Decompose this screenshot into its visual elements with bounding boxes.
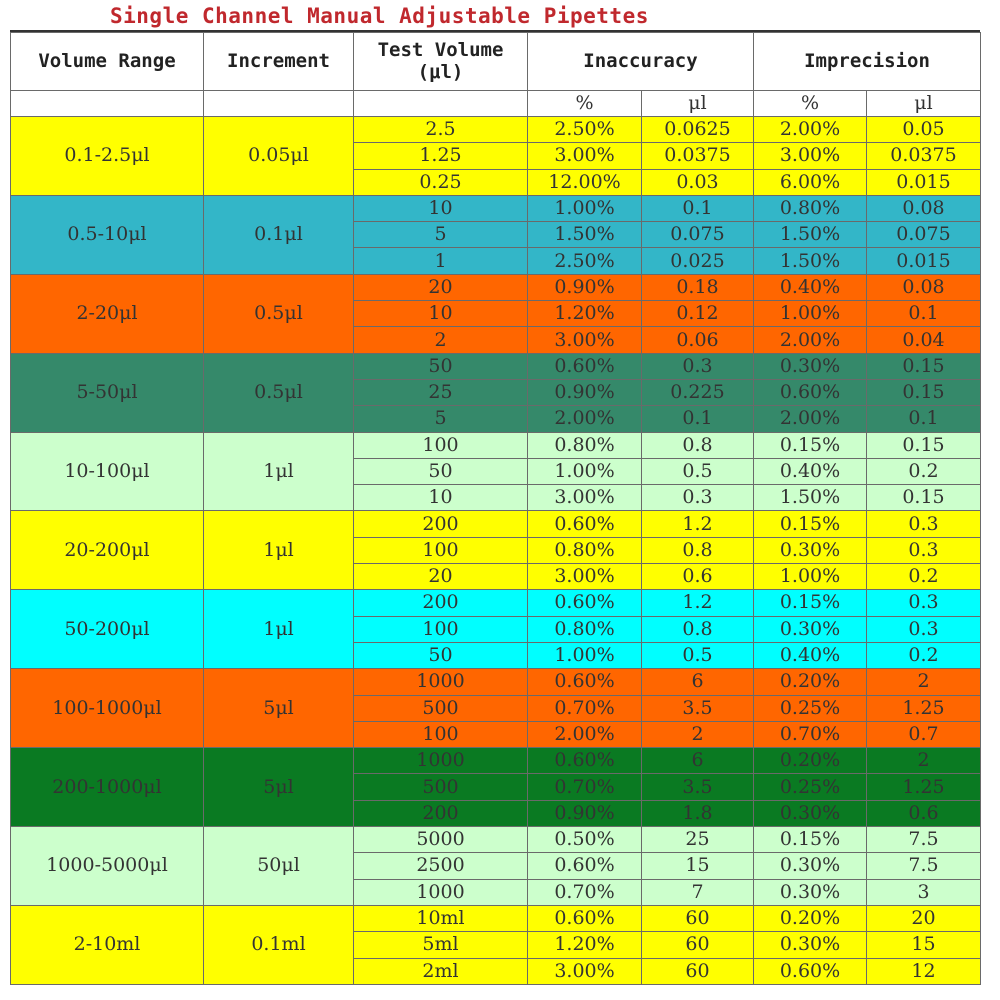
imprecision-ul-cell: 20 bbox=[867, 905, 981, 931]
increment-cell: 0.05μl bbox=[204, 117, 354, 196]
test-volume-cell: 200 bbox=[354, 511, 528, 537]
header-test-volume bbox=[354, 33, 528, 91]
table-row bbox=[11, 117, 981, 143]
unit-cell-blank bbox=[354, 91, 528, 117]
inaccuracy-ul-cell: 0.1 bbox=[642, 195, 754, 221]
imprecision-percent-cell: 2.00% bbox=[754, 406, 867, 432]
imprecision-ul-cell: 0.015 bbox=[867, 169, 981, 195]
imprecision-percent-cell: 0.20% bbox=[754, 905, 867, 931]
volume-range-cell: 2-10ml bbox=[11, 905, 204, 984]
header-test-volume-unit: (μl) bbox=[417, 60, 464, 83]
inaccuracy-percent-cell: 1.00% bbox=[528, 458, 642, 484]
increment-cell: 0.1μl bbox=[204, 195, 354, 274]
test-volume-cell: 2.5 bbox=[354, 117, 528, 143]
table-row bbox=[11, 195, 981, 221]
imprecision-percent-cell: 1.00% bbox=[754, 301, 867, 327]
table-row bbox=[11, 827, 981, 853]
table-row bbox=[11, 353, 981, 379]
imprecision-ul-cell: 0.6 bbox=[867, 800, 981, 826]
imprecision-ul-cell: 7.5 bbox=[867, 853, 981, 879]
increment-cell: 1μl bbox=[204, 432, 354, 511]
volume-range-cell: 100-1000μl bbox=[11, 669, 204, 748]
inaccuracy-percent-cell: 0.80% bbox=[528, 432, 642, 458]
inaccuracy-percent-cell: 0.60% bbox=[528, 853, 642, 879]
inaccuracy-ul-cell: 1.2 bbox=[642, 511, 754, 537]
imprecision-percent-cell: 3.00% bbox=[754, 143, 867, 169]
header-volume-range: Volume Range bbox=[11, 33, 204, 91]
volume-range-cell: 2-20μl bbox=[11, 274, 204, 353]
inaccuracy-percent-cell: 0.60% bbox=[528, 669, 642, 695]
inaccuracy-percent-cell: 3.00% bbox=[528, 327, 642, 353]
inaccuracy-ul-cell: 15 bbox=[642, 853, 754, 879]
inaccuracy-ul-cell: 0.8 bbox=[642, 616, 754, 642]
pipette-spec-table bbox=[10, 32, 981, 985]
test-volume-cell: 100 bbox=[354, 616, 528, 642]
imprecision-percent-cell: 0.40% bbox=[754, 274, 867, 300]
increment-cell: 0.5μl bbox=[204, 353, 354, 432]
imprecision-ul-cell: 2 bbox=[867, 748, 981, 774]
table-row bbox=[11, 432, 981, 458]
table-row bbox=[11, 274, 981, 300]
imprecision-ul-cell: 0.15 bbox=[867, 353, 981, 379]
inaccuracy-percent-cell: 1.00% bbox=[528, 195, 642, 221]
test-volume-cell: 1000 bbox=[354, 879, 528, 905]
imprecision-ul-cell: 0.0375 bbox=[867, 143, 981, 169]
volume-range-cell: 50-200μl bbox=[11, 590, 204, 669]
inaccuracy-percent-cell: 1.50% bbox=[528, 222, 642, 248]
test-volume-cell: 500 bbox=[354, 774, 528, 800]
inaccuracy-percent-cell: 0.90% bbox=[528, 800, 642, 826]
imprecision-ul-cell: 0.075 bbox=[867, 222, 981, 248]
imprecision-ul-cell: 2 bbox=[867, 669, 981, 695]
inaccuracy-ul-cell: 0.225 bbox=[642, 379, 754, 405]
imprecision-ul-cell: 15 bbox=[867, 932, 981, 958]
imprecision-percent-cell: 0.30% bbox=[754, 800, 867, 826]
table-body bbox=[11, 117, 981, 985]
imprecision-percent-cell: 0.30% bbox=[754, 353, 867, 379]
page-title: Single Channel Manual Adjustable Pipettes bbox=[110, 4, 649, 28]
inaccuracy-ul-cell: 1.2 bbox=[642, 590, 754, 616]
imprecision-ul-cell: 12 bbox=[867, 958, 981, 984]
imprecision-percent-cell: 1.50% bbox=[754, 222, 867, 248]
inaccuracy-ul-cell: 25 bbox=[642, 827, 754, 853]
test-volume-cell: 100 bbox=[354, 537, 528, 563]
increment-cell: 50μl bbox=[204, 827, 354, 906]
increment-cell: 1μl bbox=[204, 590, 354, 669]
test-volume-cell: 2ml bbox=[354, 958, 528, 984]
imprecision-percent-cell: 0.25% bbox=[754, 695, 867, 721]
header-increment: Increment bbox=[204, 33, 354, 91]
imprecision-ul-cell: 0.04 bbox=[867, 327, 981, 353]
increment-cell: 5μl bbox=[204, 748, 354, 827]
inaccuracy-percent-cell: 3.00% bbox=[528, 958, 642, 984]
test-volume-cell: 2500 bbox=[354, 853, 528, 879]
increment-cell: 5μl bbox=[204, 669, 354, 748]
imprecision-percent-cell: 0.20% bbox=[754, 669, 867, 695]
inaccuracy-ul-cell: 0.075 bbox=[642, 222, 754, 248]
imprecision-percent-cell: 0.30% bbox=[754, 932, 867, 958]
inaccuracy-ul-cell: 0.03 bbox=[642, 169, 754, 195]
imprecision-percent-cell: 6.00% bbox=[754, 169, 867, 195]
table-row bbox=[11, 905, 981, 931]
volume-range-cell: 200-1000μl bbox=[11, 748, 204, 827]
header-test-volume-label: Test Volume bbox=[377, 38, 504, 61]
imprecision-percent-cell: 1.50% bbox=[754, 248, 867, 274]
inaccuracy-ul-cell: 0.1 bbox=[642, 406, 754, 432]
test-volume-cell: 50 bbox=[354, 642, 528, 668]
unit-inaccuracy-ul: μl bbox=[642, 91, 754, 117]
inaccuracy-percent-cell: 0.70% bbox=[528, 774, 642, 800]
test-volume-cell: 20 bbox=[354, 274, 528, 300]
imprecision-percent-cell: 0.15% bbox=[754, 827, 867, 853]
test-volume-cell: 20 bbox=[354, 564, 528, 590]
inaccuracy-ul-cell: 0.5 bbox=[642, 458, 754, 484]
inaccuracy-percent-cell: 12.00% bbox=[528, 169, 642, 195]
inaccuracy-percent-cell: 2.00% bbox=[528, 721, 642, 747]
test-volume-cell: 200 bbox=[354, 800, 528, 826]
test-volume-cell: 0.25 bbox=[354, 169, 528, 195]
imprecision-ul-cell: 0.3 bbox=[867, 537, 981, 563]
imprecision-ul-cell: 0.15 bbox=[867, 379, 981, 405]
inaccuracy-percent-cell: 0.60% bbox=[528, 748, 642, 774]
test-volume-cell: 50 bbox=[354, 458, 528, 484]
increment-cell: 0.5μl bbox=[204, 274, 354, 353]
increment-cell: 0.1ml bbox=[204, 905, 354, 984]
imprecision-percent-cell: 0.30% bbox=[754, 853, 867, 879]
inaccuracy-percent-cell: 3.00% bbox=[528, 564, 642, 590]
imprecision-ul-cell: 7.5 bbox=[867, 827, 981, 853]
inaccuracy-ul-cell: 60 bbox=[642, 932, 754, 958]
inaccuracy-percent-cell: 0.50% bbox=[528, 827, 642, 853]
inaccuracy-ul-cell: 0.0625 bbox=[642, 117, 754, 143]
unit-inaccuracy-percent: % bbox=[528, 91, 642, 117]
test-volume-cell: 10 bbox=[354, 301, 528, 327]
inaccuracy-percent-cell: 1.20% bbox=[528, 301, 642, 327]
imprecision-percent-cell: 1.50% bbox=[754, 485, 867, 511]
inaccuracy-ul-cell: 0.025 bbox=[642, 248, 754, 274]
inaccuracy-percent-cell: 0.60% bbox=[528, 590, 642, 616]
inaccuracy-percent-cell: 3.00% bbox=[528, 485, 642, 511]
imprecision-ul-cell: 0.7 bbox=[867, 721, 981, 747]
imprecision-percent-cell: 0.20% bbox=[754, 748, 867, 774]
imprecision-percent-cell: 0.40% bbox=[754, 642, 867, 668]
imprecision-ul-cell: 0.3 bbox=[867, 511, 981, 537]
inaccuracy-ul-cell: 6 bbox=[642, 669, 754, 695]
volume-range-cell: 5-50μl bbox=[11, 353, 204, 432]
header-imprecision: Imprecision bbox=[754, 33, 981, 91]
imprecision-ul-cell: 0.08 bbox=[867, 274, 981, 300]
inaccuracy-ul-cell: 0.8 bbox=[642, 432, 754, 458]
imprecision-percent-cell: 0.70% bbox=[754, 721, 867, 747]
inaccuracy-percent-cell: 2.50% bbox=[528, 248, 642, 274]
test-volume-cell: 10 bbox=[354, 195, 528, 221]
imprecision-percent-cell: 2.00% bbox=[754, 117, 867, 143]
inaccuracy-ul-cell: 0.18 bbox=[642, 274, 754, 300]
imprecision-ul-cell: 0.3 bbox=[867, 616, 981, 642]
inaccuracy-ul-cell: 2 bbox=[642, 721, 754, 747]
volume-range-cell: 0.5-10μl bbox=[11, 195, 204, 274]
imprecision-percent-cell: 0.30% bbox=[754, 879, 867, 905]
inaccuracy-ul-cell: 0.6 bbox=[642, 564, 754, 590]
test-volume-cell: 500 bbox=[354, 695, 528, 721]
inaccuracy-ul-cell: 0.06 bbox=[642, 327, 754, 353]
header-row bbox=[11, 33, 981, 91]
imprecision-ul-cell: 1.25 bbox=[867, 695, 981, 721]
inaccuracy-ul-cell: 0.3 bbox=[642, 353, 754, 379]
test-volume-cell: 5 bbox=[354, 406, 528, 432]
volume-range-cell: 20-200μl bbox=[11, 511, 204, 590]
test-volume-cell: 10 bbox=[354, 485, 528, 511]
inaccuracy-ul-cell: 0.3 bbox=[642, 485, 754, 511]
inaccuracy-percent-cell: 2.50% bbox=[528, 117, 642, 143]
table-row bbox=[11, 748, 981, 774]
imprecision-ul-cell: 0.015 bbox=[867, 248, 981, 274]
inaccuracy-percent-cell: 1.00% bbox=[528, 642, 642, 668]
volume-range-cell: 10-100μl bbox=[11, 432, 204, 511]
inaccuracy-ul-cell: 0.5 bbox=[642, 642, 754, 668]
imprecision-ul-cell: 3 bbox=[867, 879, 981, 905]
inaccuracy-ul-cell: 3.5 bbox=[642, 695, 754, 721]
imprecision-ul-cell: 0.3 bbox=[867, 590, 981, 616]
imprecision-percent-cell: 0.60% bbox=[754, 379, 867, 405]
inaccuracy-percent-cell: 0.80% bbox=[528, 616, 642, 642]
test-volume-cell: 1 bbox=[354, 248, 528, 274]
inaccuracy-ul-cell: 3.5 bbox=[642, 774, 754, 800]
imprecision-percent-cell: 0.25% bbox=[754, 774, 867, 800]
unit-cell-blank bbox=[11, 91, 204, 117]
unit-imprecision-percent: % bbox=[754, 91, 867, 117]
inaccuracy-percent-cell: 1.20% bbox=[528, 932, 642, 958]
imprecision-percent-cell: 0.15% bbox=[754, 590, 867, 616]
inaccuracy-ul-cell: 60 bbox=[642, 905, 754, 931]
imprecision-ul-cell: 0.2 bbox=[867, 642, 981, 668]
imprecision-ul-cell: 0.1 bbox=[867, 301, 981, 327]
imprecision-percent-cell: 0.80% bbox=[754, 195, 867, 221]
table-row bbox=[11, 669, 981, 695]
imprecision-percent-cell: 0.40% bbox=[754, 458, 867, 484]
volume-range-cell: 1000-5000μl bbox=[11, 827, 204, 906]
inaccuracy-ul-cell: 0.12 bbox=[642, 301, 754, 327]
inaccuracy-ul-cell: 7 bbox=[642, 879, 754, 905]
volume-range-cell: 0.1-2.5μl bbox=[11, 117, 204, 196]
imprecision-percent-cell: 2.00% bbox=[754, 327, 867, 353]
imprecision-percent-cell: 0.30% bbox=[754, 537, 867, 563]
inaccuracy-ul-cell: 0.8 bbox=[642, 537, 754, 563]
test-volume-cell: 200 bbox=[354, 590, 528, 616]
imprecision-ul-cell: 0.2 bbox=[867, 458, 981, 484]
imprecision-percent-cell: 0.15% bbox=[754, 432, 867, 458]
test-volume-cell: 1000 bbox=[354, 669, 528, 695]
test-volume-cell: 50 bbox=[354, 353, 528, 379]
inaccuracy-percent-cell: 3.00% bbox=[528, 143, 642, 169]
inaccuracy-percent-cell: 0.80% bbox=[528, 537, 642, 563]
inaccuracy-percent-cell: 0.90% bbox=[528, 274, 642, 300]
imprecision-ul-cell: 0.05 bbox=[867, 117, 981, 143]
imprecision-percent-cell: 0.60% bbox=[754, 958, 867, 984]
table-row bbox=[11, 511, 981, 537]
test-volume-cell: 5 bbox=[354, 222, 528, 248]
unit-row bbox=[11, 91, 981, 117]
imprecision-ul-cell: 0.08 bbox=[867, 195, 981, 221]
imprecision-percent-cell: 1.00% bbox=[754, 564, 867, 590]
test-volume-cell: 1000 bbox=[354, 748, 528, 774]
increment-cell: 1μl bbox=[204, 511, 354, 590]
unit-cell-blank bbox=[204, 91, 354, 117]
inaccuracy-percent-cell: 0.90% bbox=[528, 379, 642, 405]
imprecision-ul-cell: 1.25 bbox=[867, 774, 981, 800]
test-volume-cell: 100 bbox=[354, 432, 528, 458]
inaccuracy-percent-cell: 2.00% bbox=[528, 406, 642, 432]
inaccuracy-percent-cell: 0.60% bbox=[528, 353, 642, 379]
inaccuracy-ul-cell: 6 bbox=[642, 748, 754, 774]
table-row bbox=[11, 590, 981, 616]
test-volume-cell: 100 bbox=[354, 721, 528, 747]
test-volume-cell: 5ml bbox=[354, 932, 528, 958]
imprecision-ul-cell: 0.15 bbox=[867, 485, 981, 511]
test-volume-cell: 25 bbox=[354, 379, 528, 405]
inaccuracy-percent-cell: 0.70% bbox=[528, 879, 642, 905]
imprecision-ul-cell: 0.1 bbox=[867, 406, 981, 432]
test-volume-cell: 2 bbox=[354, 327, 528, 353]
imprecision-percent-cell: 0.15% bbox=[754, 511, 867, 537]
inaccuracy-ul-cell: 60 bbox=[642, 958, 754, 984]
inaccuracy-ul-cell: 1.8 bbox=[642, 800, 754, 826]
inaccuracy-percent-cell: 0.60% bbox=[528, 905, 642, 931]
inaccuracy-percent-cell: 0.60% bbox=[528, 511, 642, 537]
imprecision-percent-cell: 0.30% bbox=[754, 616, 867, 642]
test-volume-cell: 10ml bbox=[354, 905, 528, 931]
header-inaccuracy: Inaccuracy bbox=[528, 33, 754, 91]
inaccuracy-percent-cell: 0.70% bbox=[528, 695, 642, 721]
unit-imprecision-ul: μl bbox=[867, 91, 981, 117]
test-volume-cell: 5000 bbox=[354, 827, 528, 853]
imprecision-ul-cell: 0.15 bbox=[867, 432, 981, 458]
test-volume-cell: 1.25 bbox=[354, 143, 528, 169]
inaccuracy-ul-cell: 0.0375 bbox=[642, 143, 754, 169]
imprecision-ul-cell: 0.2 bbox=[867, 564, 981, 590]
